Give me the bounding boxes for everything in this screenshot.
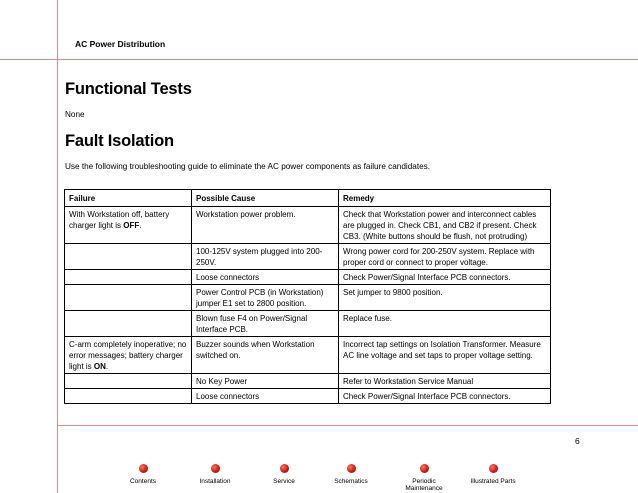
fault-isolation-heading: Fault Isolation [65, 132, 174, 150]
cause-cell: Loose connectors [192, 389, 339, 404]
footer-rule [57, 425, 638, 426]
failure-cell [65, 244, 192, 270]
troubleshooting-table [64, 189, 551, 404]
table-row [65, 389, 551, 404]
failure-cell [65, 207, 192, 244]
nav-label[interactable]: Contents [129, 478, 157, 485]
table-header-row [65, 190, 551, 207]
failure-text: C-arm completely inoperative; no error messages; battery charger light is [69, 340, 187, 371]
table-row [65, 270, 551, 285]
functional-tests-heading: Functional Tests [65, 80, 192, 98]
nav-dot-icon[interactable] [211, 464, 220, 473]
failure-cell [65, 389, 192, 404]
failure-cell [65, 311, 192, 337]
nav-schematics[interactable] [321, 464, 381, 485]
column-header-remedy: Remedy [339, 190, 551, 207]
remedy-cell: Incorrect tap settings on Isolation Transformer. Measure AC line voltage and set taps to proper voltage setting. [339, 337, 551, 374]
table-row [65, 285, 551, 311]
cause-cell: Buzzer sounds when Workstation switched on. [192, 337, 339, 374]
table-row [65, 311, 551, 337]
fault-isolation-intro: Use the following troubleshooting guide to eliminate the AC power components as failure candidates. [65, 162, 431, 171]
cause-cell: Loose connectors [192, 270, 339, 285]
remedy-cell: Check Power/Signal Interface PCB connectors. [339, 389, 551, 404]
table-body [65, 207, 551, 404]
page-number: 6 [575, 436, 580, 446]
remedy-cell: Check that Workstation power and interconnect cables are plugged in. Check CB1, and CB2 if present. Check CB3. (White buttons should be flush, not protruding) [339, 207, 551, 244]
cause-cell: Power Control PCB (in Workstation) jumper E1 set to 2800 position. [192, 285, 339, 311]
failure-cell [65, 285, 192, 311]
remedy-cell: Wrong power cord for 200-250V system. Replace with proper cord or connect to proper voltage. [339, 244, 551, 270]
nav-contents[interactable] [113, 464, 173, 485]
nav-dot-icon[interactable] [420, 464, 429, 473]
cause-cell: Workstation power problem. [192, 207, 339, 244]
nav-periodic-maintenance[interactable] [394, 464, 454, 492]
nav-label[interactable]: Schematics [334, 478, 368, 485]
nav-label[interactable]: Periodic Maintenance [405, 478, 443, 492]
functional-tests-body: None [65, 110, 85, 119]
nav-service[interactable] [254, 464, 314, 485]
cause-cell: No Key Power [192, 374, 339, 389]
nav-label[interactable]: Installation [199, 478, 231, 485]
failure-end: . [105, 362, 109, 371]
table-row [65, 374, 551, 389]
column-header-failure: Failure [65, 190, 192, 207]
nav-dot-icon[interactable] [489, 464, 498, 473]
cause-cell: 100-125V system plugged into 200-250V. [192, 244, 339, 270]
table-row [65, 337, 551, 374]
failure-text: With Workstation off, battery charger light is [69, 210, 170, 230]
nav-dot-icon[interactable] [139, 464, 148, 473]
failure-state: OFF [123, 221, 140, 230]
failure-cell [65, 374, 192, 389]
remedy-cell: Check Power/Signal Interface PCB connectors. [339, 270, 551, 285]
remedy-cell: Replace fuse. [339, 311, 551, 337]
table-row [65, 244, 551, 270]
remedy-cell: Refer to Workstation Service Manual [339, 374, 551, 389]
nav-dot-icon[interactable] [347, 464, 356, 473]
nav-illustrated-parts[interactable] [463, 464, 523, 485]
column-header-cause: Possible Cause [192, 190, 339, 207]
header-rule [0, 59, 638, 60]
failure-state: ON [93, 362, 106, 371]
nav-dot-icon[interactable] [280, 464, 289, 473]
nav-installation[interactable] [185, 464, 245, 485]
nav-label[interactable]: Service [273, 478, 295, 485]
margin-line-vertical [57, 0, 58, 493]
page-header: AC Power Distribution [75, 39, 166, 49]
failure-end: . [139, 221, 142, 230]
cause-cell: Blown fuse F4 on Power/Signal Interface PCB. [192, 311, 339, 337]
remedy-cell: Set jumper to 9800 position. [339, 285, 551, 311]
nav-label[interactable]: Illustrated Parts [470, 478, 516, 485]
failure-cell [65, 270, 192, 285]
failure-cell [65, 337, 192, 374]
table-row [65, 207, 551, 244]
